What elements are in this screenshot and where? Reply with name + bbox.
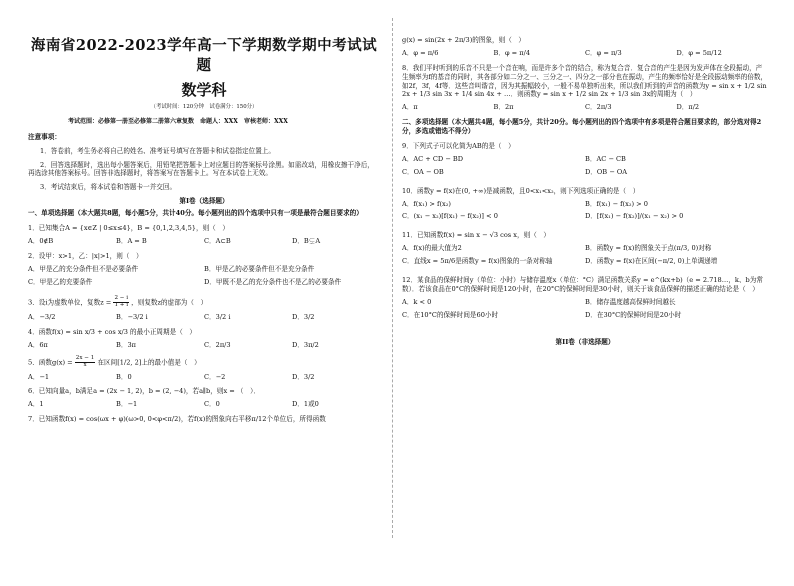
option-b: B．−1 xyxy=(116,400,138,409)
stem-text: 3．设i为虚数单位，复数z = xyxy=(28,298,112,307)
notice-item: 1．答卷前，考生务必将自己的姓名、准考证号填写在答题卡和试卷指定位置上。 xyxy=(40,146,275,155)
option-c: C．直线x = 5π/6是函数y = f(x)图象的一条对称轴 xyxy=(402,257,553,266)
section1-heading: 一、单项选择题（本大题共8题，每小题5分，共计40分。每小题列出的四个选项中只有一项是最符合题目要求的） xyxy=(28,209,363,218)
option-d: D．OB − OA xyxy=(585,167,628,176)
option-c: C．A⊂B xyxy=(204,236,231,245)
question-stem: 7．已知函数f(x) = cos(ωx + φ)(ω>0, 0<φ<π/2)，若f(x)的图象向右平移π/12个单位后，所得函数 xyxy=(28,415,326,424)
question-11 xyxy=(402,231,768,270)
option-b: B．f(x₁) − f(x₂) > 0 xyxy=(585,199,648,208)
option-b: B．储存温度越高保鲜时间越长 xyxy=(585,297,676,306)
question-stem xyxy=(28,296,380,309)
option-d: D．B⊊A xyxy=(292,236,321,245)
question-stem: 8．我们平时听到的乐音不只是一个音在响，而是许多个音的结合，称为复合音．复合音的产生是因为发声体在全段振动，产生频率为f的基音的同时，其各部分如二分之一、三分之一、四分之一部分也在振动，产生的频率恰好是全段振动频率的倍数，如2f，3f，4f等．这些音叫谐音，因为其振幅较小，一般不易单独听出来，所以我们听到的声音的函数为y = sin x + 1/2 sin 2x + 1/3 sin 3x + 1/4 sin 4x + …．则函数y = sin x + 1/2 sin 2x + 1/3 sin 3x的周期为（ ） xyxy=(402,63,768,99)
option-b: B．3π xyxy=(116,340,136,349)
option-a: A．−1 xyxy=(28,372,50,381)
options-row xyxy=(28,400,380,409)
option-b: B．0 xyxy=(116,372,132,381)
option-a: A．−3/2 xyxy=(28,313,56,322)
option-c: C．在10°C的保鲜时间是60小时 xyxy=(402,310,499,319)
option-a: A．f(x₁) > f(x₂) xyxy=(402,199,451,208)
option-d: D．π/2 xyxy=(676,103,700,112)
option-b: B．AC − CB xyxy=(585,154,626,163)
right-column xyxy=(402,0,768,586)
question-3 xyxy=(28,296,380,322)
question-10 xyxy=(402,187,768,226)
option-d: D．3π/2 xyxy=(292,340,319,349)
option-a: A．6π xyxy=(28,340,48,349)
numerator: 2 − i xyxy=(114,295,129,302)
question-12 xyxy=(402,276,768,324)
option-a: A．AC + CD − BD xyxy=(402,154,464,163)
question-7-continued xyxy=(402,36,768,58)
left-column xyxy=(28,0,380,550)
question-8 xyxy=(402,64,768,112)
option-c: C．3/2 i xyxy=(204,313,231,322)
option-d: D．φ = 5π/12 xyxy=(676,48,722,57)
option-b: B．函数y = f(x)的图象关于点(π/3, 0)对称 xyxy=(585,244,712,253)
notice-block xyxy=(28,133,380,192)
question-4 xyxy=(28,328,380,350)
option-c: C．0 xyxy=(204,400,220,409)
option-a: A．k < 0 xyxy=(402,297,432,306)
option-c: C．−2 xyxy=(204,372,226,381)
question-6 xyxy=(28,387,380,409)
options-row xyxy=(28,341,380,350)
option-c: C．2π/3 xyxy=(204,340,231,349)
option-b: B．−3/2 i xyxy=(116,313,148,322)
options-grid xyxy=(402,200,768,226)
column-divider xyxy=(392,18,393,538)
option-a: A．φ = π/6 xyxy=(402,48,439,57)
option-c: C．甲是乙的充要条件 xyxy=(28,277,93,286)
notice-title: 注意事项： xyxy=(28,132,61,141)
question-stem: 11．已知函数f(x) = sin x − √3 cos x，则（ ） xyxy=(402,231,550,240)
options-row xyxy=(402,103,768,112)
option-a: A．甲是乙的充分条件但不是必要条件 xyxy=(28,264,139,273)
part2-heading: 第II卷（非选择题） xyxy=(555,337,615,346)
option-d: D．3/2 xyxy=(292,372,315,381)
section2-heading: 二、多项选择题（本大题共4题，每小题5分，共计20分。每小题列出的四个选项中有多项是符合题目要求的，部分选对得2分，多选或错选不得分） xyxy=(402,118,762,136)
question-stem: 1．已知集合A = {x∈Z | 0≤x≤4}，B = {0,1,2,3,4,5}，则（ ） xyxy=(28,224,229,232)
option-a: A．1 xyxy=(28,400,44,409)
denominator: x xyxy=(83,361,87,368)
stem-text: 在区间[1/2, 2]上的最小值是（ ） xyxy=(97,358,201,367)
options-row xyxy=(402,49,768,58)
options-grid xyxy=(402,298,768,324)
stem-text: ，则复数z的虚部为（ ） xyxy=(131,298,208,307)
question-stem: 9．下列式子可以化简为AB的是（ ） xyxy=(402,142,515,151)
fraction xyxy=(113,296,129,309)
option-a: A．0∉B xyxy=(28,236,54,245)
option-c: C．2π/3 xyxy=(585,103,612,112)
fraction xyxy=(75,356,96,369)
option-d: D．在30°C的保鲜时间是20小时 xyxy=(585,310,682,319)
question-stem: 12．某食品的保鲜时间y（单位：小时）与储存温度x（单位：°C）满足函数关系y = e^(kx+b)（e = 2.718…，k、b为常数）．若该食品在0°C的保鲜时间是120小时，在20°C的保鲜时间是30小时，则关于该食品保鲜的描述正确的结论是（ ） xyxy=(402,276,763,293)
exam-range: 考试范围：必修第一册至必修第二册第六章复数 命题人：XXX 审核老师：XXX xyxy=(68,117,288,125)
question-7 xyxy=(28,415,380,424)
exam-meta: （考试时间：120分钟 试卷满分：150分） xyxy=(150,104,258,111)
options-row xyxy=(28,373,380,382)
question-2 xyxy=(28,252,380,291)
option-a: A．π xyxy=(402,103,418,112)
question-5 xyxy=(28,356,380,382)
options-grid xyxy=(28,265,380,291)
exam-subject: 数学科 xyxy=(181,81,227,100)
options-grid xyxy=(402,155,768,181)
option-c: C．φ = π/3 xyxy=(585,48,622,57)
option-d: D．3/2 xyxy=(292,313,315,322)
option-c: C．OA − OB xyxy=(402,167,444,176)
option-c: C．(x₁ − x₂)[f(x₁) − f(x₂)] < 0 xyxy=(402,212,498,221)
question-stem: 6．已知向量a，b满足a = (2x − 1, 2)，b = (2, −4)，若a∥b，则x = （ ）． xyxy=(28,387,260,396)
stem-text: 5．函数g(x) = xyxy=(28,358,73,367)
option-b: B．A = B xyxy=(116,236,147,245)
option-d: D．[f(x₁) − f(x₂)]/(x₁ − x₂) > 0 xyxy=(585,212,684,221)
question-stem: 2．设甲：x>1，乙：|x|>1，则（ ） xyxy=(28,251,143,260)
question-stem xyxy=(28,356,380,369)
notice-item: 2．回答选择题时，选出每小题答案后，用铅笔把答题卡上对应题目的答案标号涂黑。如需改动，用橡皮擦干净后，再选涂其他答案标号。回答非选择题时，将答案写在答题卡上。写在本试卷上无效。 xyxy=(28,160,374,178)
question-stem: 10．函数y = f(x)在(0, +∞)是减函数，且0<x₁<x₂，则下列选项正确的是（ ） xyxy=(402,186,640,195)
option-d: D．甲既不是乙的充分条件也不是乙的必要条件 xyxy=(204,277,342,286)
option-d: D．1或0 xyxy=(292,400,319,409)
numerator: 2x − 1 xyxy=(75,354,95,361)
option-b: B．甲是乙的必要条件但不是充分条件 xyxy=(204,264,315,273)
option-a: A．f(x)的最大值为2 xyxy=(402,244,462,253)
options-row xyxy=(28,313,380,322)
question-stem: 4．函数f(x) = sin x/3 + cos x/3 的最小正周期是（ ） xyxy=(28,328,196,337)
options-grid xyxy=(402,244,768,270)
option-b: B．φ = π/4 xyxy=(493,48,531,57)
notice-item: 3．考试结束后，将本试卷和答题卡一并交回。 xyxy=(40,183,177,192)
options-row xyxy=(28,237,380,246)
denominator: 1 + i xyxy=(114,302,129,309)
question-stem: g(x) = sin(2x + 2π/3)的图象，则（ ） xyxy=(402,36,526,44)
option-b: B．2π xyxy=(493,103,514,112)
option-d: D．函数y = f(x)在区间(−π/2, 0)上单调递增 xyxy=(585,257,718,266)
exam-title: 海南省2022-2023学年高一下学期数学期中考试试题 xyxy=(30,37,378,74)
question-1 xyxy=(28,224,380,246)
question-9 xyxy=(402,142,768,181)
part1-heading: 第Ⅰ卷（选择题） xyxy=(179,197,229,206)
